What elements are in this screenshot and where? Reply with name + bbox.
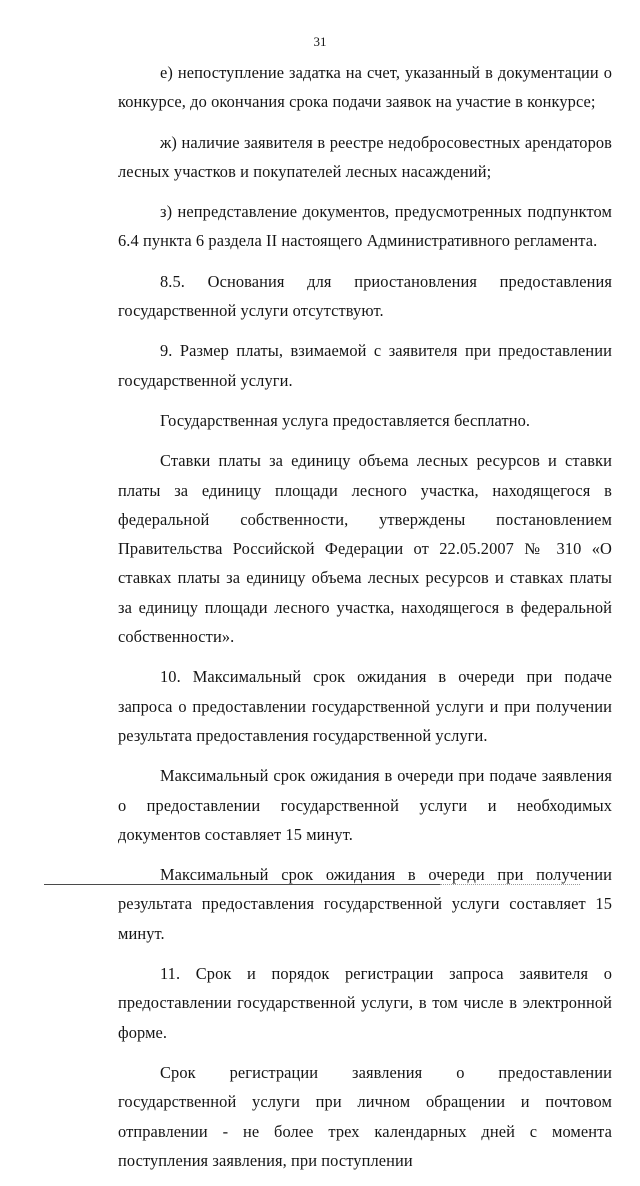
page-number: 31 (313, 34, 327, 49)
paragraph: е) непоступление задатка на счет, указанный в документации о конкурсе, до окончания срока подачи заявок на участие в конкурсе; (118, 63, 612, 112)
paragraph: Максимальный срок ожидания в очереди при получении результата предоставления государственной услуги составляет 15 минут. (118, 865, 612, 943)
footer-divider (44, 884, 440, 885)
paragraph: ж) наличие заявителя в реестре недобросовестных арендаторов лесных участков и покупателей лесных насаждений; (118, 132, 612, 181)
document-body (118, 58, 612, 1186)
paragraph: 8.5. Основания для приостановления предоставления государственной услуги отсутствуют. (118, 271, 612, 321)
paragraph: 10. Максимальный срок ожидания в очереди при подаче запроса о предоставлении государственной услуги и при получении результата предоставления государственной услуги. (118, 667, 612, 745)
paragraph: 11. Срок и порядок регистрации запроса заявителя о предоставлении государственной услуги, в том числе в электронной форме. (118, 964, 612, 1042)
paragraph: Максимальный срок ожидания в очереди при подаче заявления о предоставлении государственной услуги и необходимых документов составляет 15 минут. (118, 766, 612, 844)
paragraph: Срок регистрации заявления о предоставлении государственной услуги при личном обращении и почтовом отправлении - не более трех календарных дней с момента поступления заявления, при поступлении (118, 1062, 612, 1170)
paragraph: 9. Размер платы, взимаемой с заявителя при предоставлении государственной услуги. (118, 341, 612, 390)
paragraph: Государственная услуга предоставляется бесплатно. (160, 410, 531, 430)
footer-divider-faint (440, 884, 580, 885)
paragraph: Ставки платы за единицу объема лесных ресурсов и ставки платы за единицу площади лесного участка, находящегося в федеральной собственности, утверждены постановлением Правительства Российской Федерации от 22.05.2007 № 310 «О ставках платы за единицу объема лесных ресурсов и ставках платы за единицу площади лесного участка, находящегося в федеральной собственности». (118, 451, 612, 647)
paragraph: з) непредставление документов, предусмотренных подпунктом 6.4 пункта 6 раздела II настоящего Административного регламента. (118, 202, 612, 251)
